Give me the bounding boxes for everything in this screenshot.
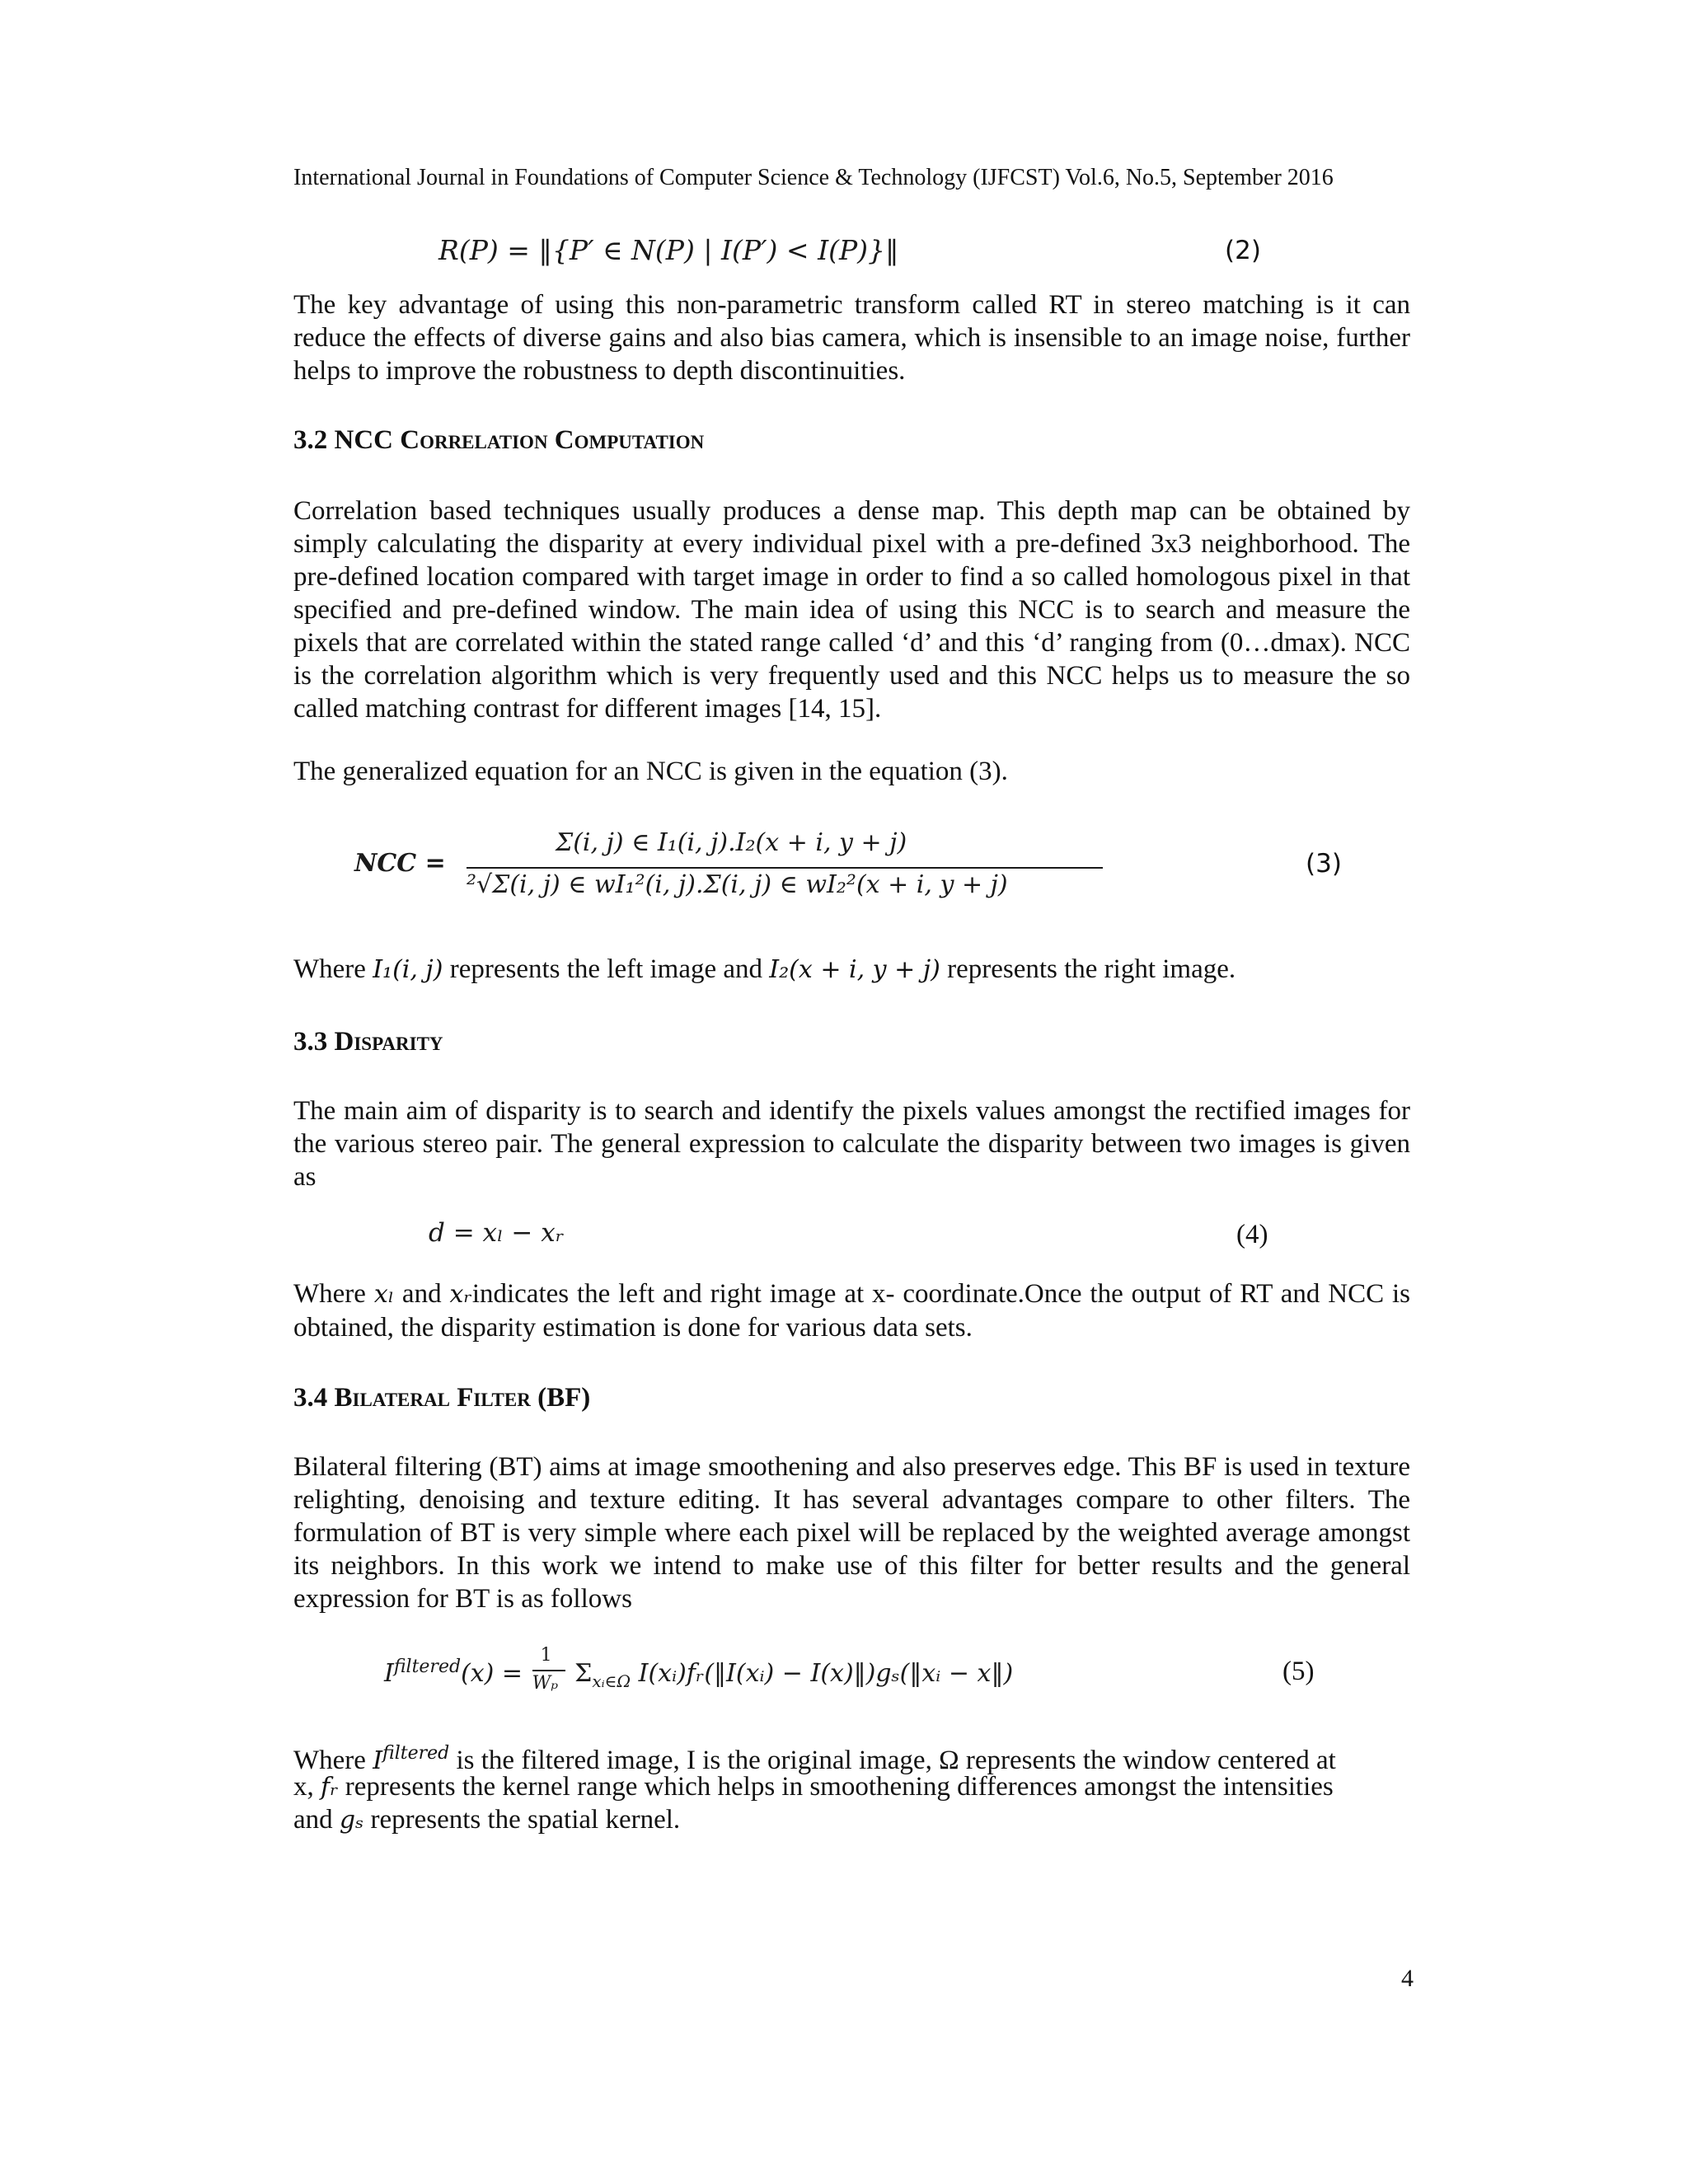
text: Where: [293, 1279, 366, 1309]
math-sum: Σ: [574, 1659, 593, 1688]
equation-3-denominator: ²√Σ(i, j) ∈ wI₁²(i, j).Σ(i, j) ∈ wI₂²(x + i, y + j): [467, 870, 1008, 899]
text: and: [293, 1805, 333, 1835]
paragraph-bf-where-line3: [293, 1803, 1410, 1837]
math-xr: xᵣ: [449, 1280, 472, 1309]
equation-3-numerator: Σ(i, j) ∈ I₁(i, j).I₂(x + i, y + j): [556, 828, 907, 857]
section-title: Disparity: [334, 1027, 443, 1057]
equation-4: d = xₗ − xᵣ: [429, 1218, 565, 1248]
fraction-bar: [532, 1670, 565, 1671]
text: and: [401, 1279, 442, 1309]
math-text: (x) =: [461, 1659, 523, 1688]
equation-5-fraction: [531, 1645, 567, 1694]
math-i1: I₁(i, j): [373, 955, 443, 984]
math-fr: fᵣ: [321, 1773, 339, 1802]
math-xl: xₗ: [373, 1280, 395, 1309]
equation-3-fraction-bar: [467, 867, 1103, 869]
fraction-numerator: 1: [540, 1645, 552, 1666]
equation-5: [384, 1645, 1014, 1694]
paragraph-ncc: Correlation based techniques usually produces a dense map. This depth map can be obtained by simply calculating the disparity at every individual pixel with a pre-defined 3x3 neighborhood. The pre-defined location compared with target image in order to find a so called homologous pixel in that specified and pre-defined window. The main idea of using this NCC is to search and measure the pixels that are correlated within the stated range called ‘d’ and this ‘d’ ranging from (0…dmax). NCC is the correlation algorithm which is very frequently used and this NCC helps us to measure the so called matching contrast for different images [14, 15].: [293, 496, 1410, 724]
equation-3-lhs: NCC =: [354, 849, 446, 878]
text: is the filtered image, I is the original image, Ω represents the window centered at: [449, 1746, 1336, 1775]
math-sup: filtered: [382, 1743, 450, 1764]
text: indicates the left and right image at x- coordinate.Once the output of RT and NCC is obtained, the disparity estimation is done for various data sets.: [293, 1279, 1411, 1343]
text: Where: [293, 954, 366, 984]
paragraph-rt-advantage: The key advantage of using this non-parametric transform called RT in stereo matching is it can reduce the effects of diverse gains and also bias camera, which is insensible to an image noise, further helps to improve the robustness to depth discontinuities.: [293, 290, 1410, 386]
running-header: International Journal in Foundations of Computer Science & Technology (IJFCST) Vol.6, No.5, September 2016: [293, 165, 1334, 190]
math-i2: I₂(x + i, y + j): [769, 955, 940, 984]
section-suffix: (BF): [537, 1383, 591, 1413]
equation-3-number: (3): [1306, 849, 1342, 879]
equation-5-number: (5): [1282, 1657, 1315, 1686]
section-heading-3-2: [293, 424, 704, 457]
section-number: 3.3: [293, 1027, 328, 1057]
paragraph-disparity: The main aim of disparity is to search and identify the pixels values amongst the rectified images for the various stereo pair. The general expression to calculate the disparity between two images is given as: [293, 1096, 1410, 1192]
section-number: 3.2: [293, 425, 328, 455]
math-sup: filtered: [393, 1657, 462, 1677]
math-text: I(xᵢ)fᵣ(‖I(xᵢ) − I(x)‖)gₛ(‖xᵢ − x‖): [631, 1659, 1014, 1688]
section-title: Bilateral Filter: [334, 1383, 531, 1413]
paragraph-ncc-where: [293, 953, 1410, 987]
paragraph-bilateral-filter: Bilateral filtering (BT) aims at image smoothening and also preserves edge. This BF is used in texture relighting, denoising and texture editing. It has several advantages compare to other filters. The formulation of BT is very simple where each pixel will be replaced by the weighted average amongst its neighbors. In this work we intend to make use of this filter for better results and the general expression for BT is as follows: [293, 1452, 1410, 1614]
text: x,: [293, 1772, 314, 1802]
fraction-denominator: Wₚ: [532, 1673, 559, 1694]
math-sub: xᵢ∈Ω: [592, 1671, 631, 1691]
equation-2-number: (2): [1225, 236, 1261, 265]
paragraph-ncc-equation-intro: The generalized equation for an NCC is given in the equation (3).: [293, 757, 1008, 786]
text: Where: [293, 1746, 366, 1775]
text: represents the kernel range which helps in smoothening differences amongst the intensities: [338, 1772, 1334, 1802]
math-i: I: [373, 1746, 383, 1775]
section-heading-3-3: [293, 1025, 443, 1058]
math-gs: gₛ: [339, 1806, 364, 1835]
text: represents the spatial kernel.: [363, 1805, 681, 1835]
section-number: 3.4: [293, 1383, 328, 1413]
text: represents the right image.: [947, 954, 1236, 984]
paragraph-disparity-where: [293, 1277, 1410, 1344]
text: represents the left image and: [449, 954, 763, 984]
paragraph-bf-where-line2: [293, 1770, 1410, 1804]
page-number: 4: [1401, 1965, 1414, 1992]
math-i: I: [384, 1659, 394, 1688]
section-heading-3-4: [293, 1381, 590, 1414]
equation-2: R(P) = ‖{P′ ∈ N(P) | I(P′) < I(P)}‖: [438, 234, 899, 266]
section-title: NCC Correlation Computation: [334, 425, 705, 455]
equation-4-number: (4): [1236, 1220, 1268, 1249]
